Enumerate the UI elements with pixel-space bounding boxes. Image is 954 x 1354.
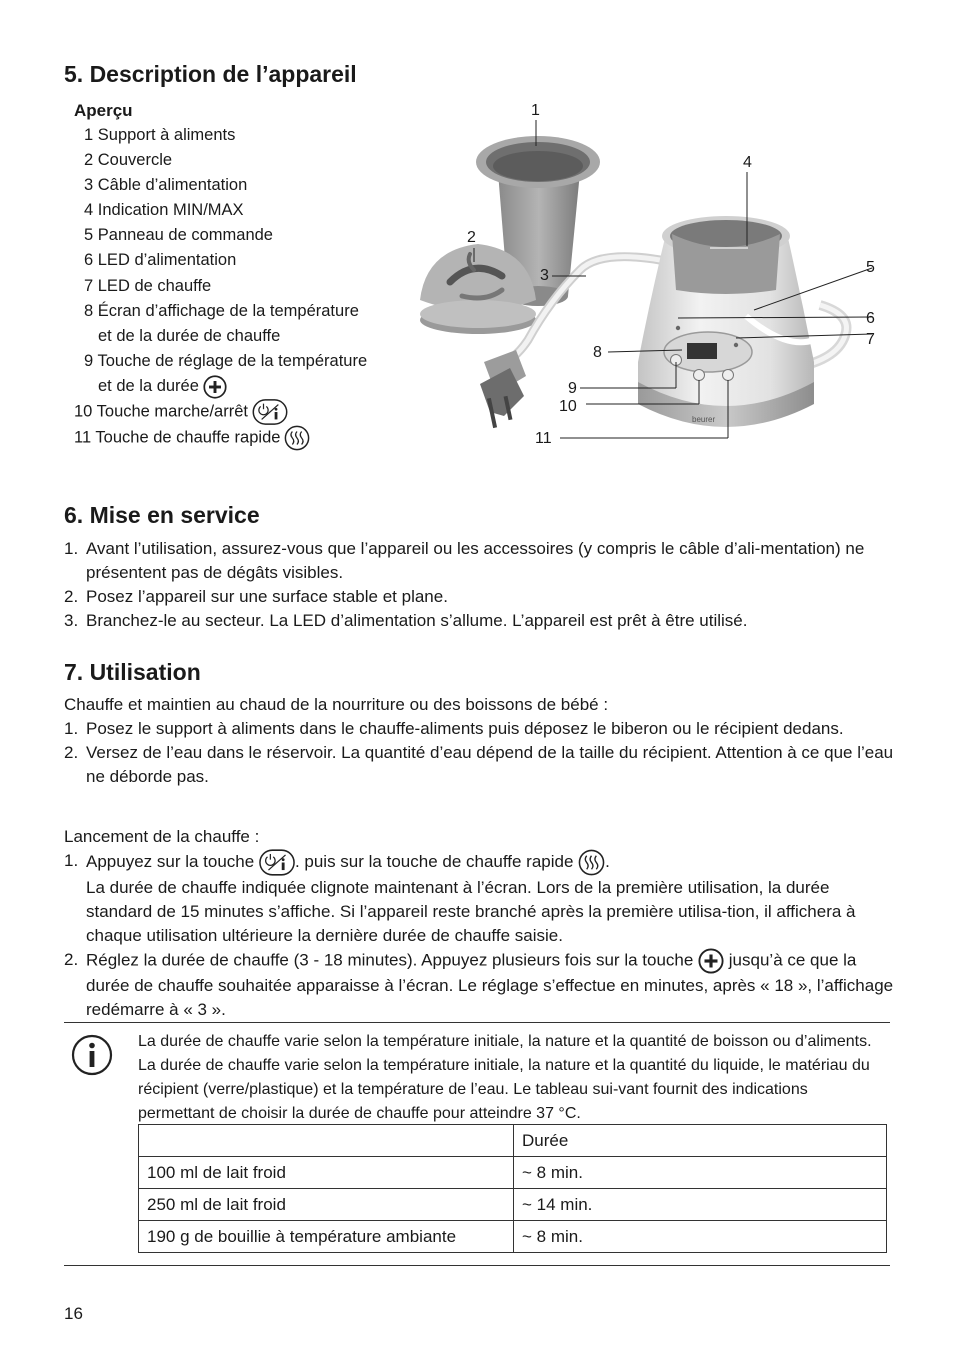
overview-item: 8 Écran d’affichage de la température bbox=[84, 301, 359, 320]
power-icon bbox=[259, 849, 295, 876]
power-icon bbox=[252, 399, 288, 425]
callout-8: 8 bbox=[593, 344, 602, 361]
note-bottom-rule bbox=[64, 1265, 890, 1266]
list-item: 2. Versez de l’eau dans le réservoir. La quantité d’eau dépend de la taille du récipient. Attention à ce que l’eau ne déborde pas. bbox=[64, 743, 894, 786]
callout-3: 3 bbox=[540, 267, 549, 284]
overview-item: 9 Touche de réglage de la température bbox=[84, 351, 368, 370]
note-text: La durée de chauffe varie selon la température initiale, la nature et la quantité de boisson ou d’aliments. La durée de chauffe varie selon la température initiale, la nature et la quantité du liquide, le matériau du récipient (verre/plastique) et la température de l’eau. Le tableau sui-vant fournit des indications permettant de choisir la durée de chauffe pour atteindre 37 °C. bbox=[138, 1033, 872, 1122]
table-cell: ~ 8 min. bbox=[514, 1157, 887, 1189]
table-row bbox=[139, 1189, 887, 1221]
table-header-row bbox=[139, 1125, 887, 1157]
section-7-title: 7. Utilisation bbox=[64, 659, 201, 685]
list-item: 3. Branchez-le au secteur. La LED d’alimentation s’allume. L’appareil est prêt à être utilisé. bbox=[64, 611, 748, 630]
section-7-intro: Chauffe et maintien au chaud de la nourriture ou des boissons de bébé : bbox=[64, 695, 609, 714]
callout-5: 5 bbox=[866, 259, 875, 276]
callout-2: 2 bbox=[467, 229, 476, 246]
device-illustration bbox=[410, 100, 900, 450]
note-top-rule bbox=[64, 1022, 890, 1023]
list-item: 1. Avant l’utilisation, assurez-vous que l’appareil ou les accessoires (y compris le câble d’ali-mentation) ne présentent pas de dégâts visibles. bbox=[64, 539, 865, 582]
start-step-1: 1. Appuyez sur la touche . puis sur la touche de chauffe rapide . La durée de chauffe indiquée clignote maintenant à l’écran. Lors de la première utilisation, la durée standard de 15 minutes s’affiche. Si l’appareil reste branché après la première utilisa-tion, il affichera à chaque utilisation ultérieure la dernière durée de chauffe saisie. bbox=[64, 851, 856, 945]
rapid-heat-icon bbox=[578, 849, 605, 876]
section-6-title: 6. Mise en service bbox=[64, 502, 260, 528]
section-6-steps bbox=[64, 537, 894, 633]
heating-time-table bbox=[138, 1124, 887, 1253]
overview-item: 7 LED de chauffe bbox=[84, 276, 212, 295]
page-number: 16 bbox=[64, 1304, 83, 1323]
list-item: 1. Posez le support à aliments dans le chauffe-aliments puis déposez le biberon ou le récipient dedans. bbox=[64, 719, 844, 738]
list-item: 2. Posez l’appareil sur une surface stable et plane. bbox=[64, 587, 448, 606]
overview-item: 4 Indication MIN/MAX bbox=[84, 201, 244, 220]
start-step-2: 2. Réglez la durée de chauffe (3 - 18 minutes). Appuyez plusieurs fois sur la touche jusqu’à ce que la durée de chauffe souhaitée apparaisse à l’écran. Le réglage s’effectue en minutes, après « 18 », l’affichage redémarre à « 3 ». bbox=[64, 950, 894, 1019]
overview-title: Aperçu bbox=[74, 101, 133, 120]
callout-10: 10 bbox=[559, 398, 577, 415]
start-steps bbox=[64, 849, 894, 1022]
table-cell: 250 ml de lait froid bbox=[139, 1189, 514, 1221]
callout-6: 6 bbox=[866, 310, 875, 327]
overview-item: 6 LED d’alimentation bbox=[84, 251, 237, 270]
table-cell: 190 g de bouillie à température ambiante bbox=[139, 1221, 514, 1253]
callout-7: 7 bbox=[866, 331, 875, 348]
overview-list bbox=[74, 123, 367, 451]
section-7-steps bbox=[64, 717, 894, 789]
overview-item: 3 Câble d’alimentation bbox=[84, 176, 248, 195]
overview-item: 11 Touche de chauffe rapide bbox=[74, 425, 367, 451]
overview-item: et de la durée bbox=[74, 374, 367, 399]
table-cell: ~ 8 min. bbox=[514, 1221, 887, 1253]
callout-9: 9 bbox=[568, 380, 577, 397]
table-row bbox=[139, 1157, 887, 1189]
start-title: Lancement de la chauffe : bbox=[64, 827, 260, 846]
table-cell: 100 ml de lait froid bbox=[139, 1157, 514, 1189]
plug-illustration bbox=[480, 350, 526, 428]
overview-item: et de la durée de chauffe bbox=[98, 326, 281, 345]
table-header-cell bbox=[139, 1125, 514, 1157]
rapid-heat-icon bbox=[284, 425, 310, 451]
table-row bbox=[139, 1221, 887, 1253]
overview-item: 1 Support à aliments bbox=[84, 126, 236, 144]
brand-logo: beurer bbox=[692, 415, 716, 424]
plus-icon bbox=[203, 375, 227, 399]
overview-item: 5 Panneau de commande bbox=[84, 226, 273, 245]
info-icon bbox=[71, 1034, 113, 1076]
callout-4: 4 bbox=[743, 154, 752, 171]
overview-item: 10 Touche marche/arrêt bbox=[74, 399, 367, 425]
warmer-body-illustration bbox=[638, 216, 814, 427]
callout-1: 1 bbox=[531, 102, 540, 119]
callout-11: 11 bbox=[535, 430, 552, 447]
table-cell: ~ 14 min. bbox=[514, 1189, 887, 1221]
section-5-title: 5. Description de l’appareil bbox=[64, 61, 357, 87]
plus-icon bbox=[698, 948, 724, 974]
table-header-cell: Durée bbox=[514, 1125, 887, 1157]
overview-item: 2 Couvercle bbox=[84, 151, 173, 170]
